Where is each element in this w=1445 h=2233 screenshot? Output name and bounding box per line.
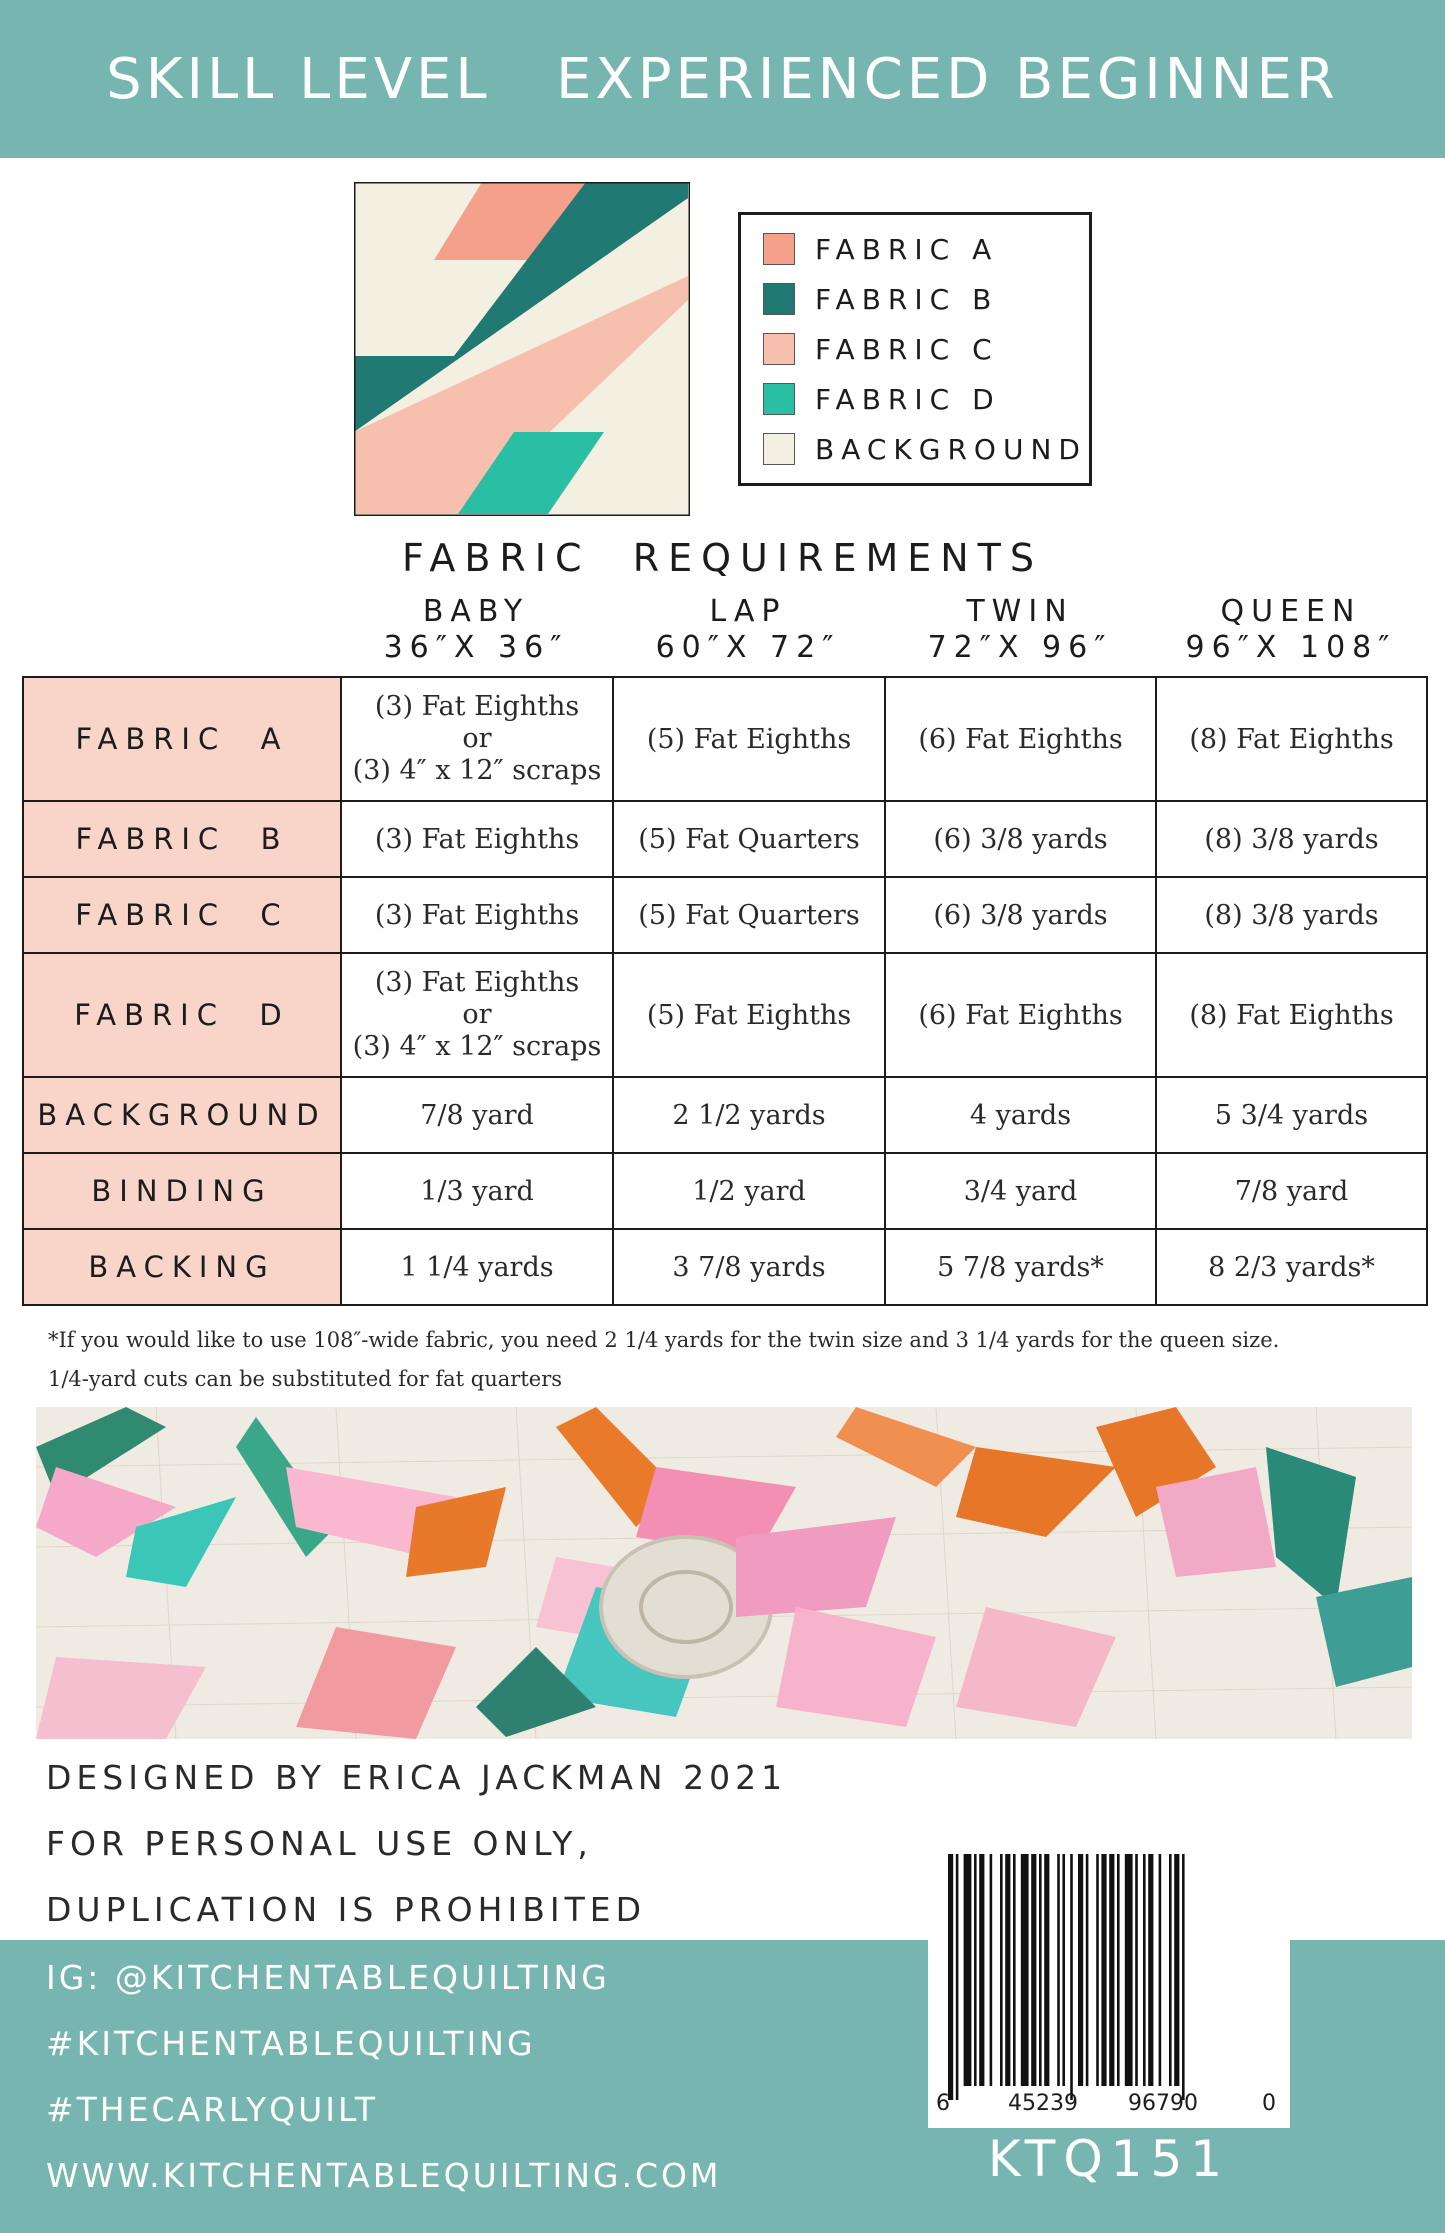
- table-cell: 1/2 yard: [613, 1153, 885, 1229]
- table-cell: (8) 3/8 yards: [1156, 801, 1427, 877]
- legend-label: FABRIC B: [815, 282, 999, 316]
- barcode-bar: [1169, 1854, 1172, 2086]
- legend-item-fabric-b: [763, 281, 998, 317]
- barcode-bar: [1044, 1854, 1049, 2086]
- size-header-baby: [340, 594, 612, 666]
- table-cell: [341, 677, 613, 801]
- barcode-bar: [1031, 1854, 1036, 2086]
- cell-line: (3) 4″ x 12″ scraps: [352, 1031, 602, 1062]
- barcode-bar: [948, 1854, 953, 2100]
- barcode-digits-right: 96790: [1128, 2091, 1198, 2116]
- size-dims: 36″X 36″: [383, 630, 569, 665]
- barcode-bar: [1159, 1854, 1162, 2086]
- table-cell: 1/3 yard: [341, 1153, 613, 1229]
- barcode-bar: [1174, 1854, 1179, 2086]
- table-cell: (5) Fat Eighths: [613, 953, 885, 1077]
- legend-label: FABRIC C: [815, 332, 999, 366]
- table-cell: 4 yards: [885, 1077, 1156, 1153]
- table-cell: 8 2/3 yards*: [1156, 1229, 1427, 1305]
- fabric-legend: [738, 212, 1092, 486]
- barcode-bar: [1101, 1854, 1106, 2086]
- barcode-bar: [1143, 1854, 1146, 2086]
- barcode-bar: [1070, 1854, 1073, 2100]
- size-dims: 96″X 108″: [1185, 630, 1397, 665]
- table-cell: [341, 953, 613, 1077]
- quilt-photo: [36, 1407, 1412, 1739]
- cell-line: (3) Fat Eighths: [374, 967, 580, 998]
- row-label: BACKING: [23, 1229, 341, 1305]
- size-dims: 60″X 72″: [655, 630, 841, 665]
- size-name: BABY: [422, 594, 530, 629]
- barcode-bar: [1086, 1854, 1089, 2086]
- legend-label: FABRIC D: [815, 382, 1001, 416]
- size-header-lap: [612, 594, 884, 666]
- barcode-bar: [1096, 1854, 1099, 2086]
- barcode-bar: [1000, 1854, 1003, 2086]
- barcode-bar: [990, 1854, 993, 2086]
- table-cell: (8) 3/8 yards: [1156, 877, 1427, 953]
- fabric-b-swatch: [763, 283, 795, 315]
- barcode-digits-left: 45239: [1008, 2091, 1078, 2116]
- table-row: [23, 677, 1427, 801]
- row-label: FABRIC D: [23, 953, 341, 1077]
- table-cell: 3 7/8 yards: [613, 1229, 885, 1305]
- table-cell: 2 1/2 yards: [613, 1077, 885, 1153]
- skill-level-title: SKILL LEVEL EXPERIENCED BEGINNER: [106, 46, 1339, 112]
- fabric-requirements-title: FABRIC REQUIREMENTS: [401, 536, 1044, 580]
- table-cell: (6) 3/8 yards: [885, 801, 1156, 877]
- background-swatch: [763, 433, 795, 465]
- table-cell: (5) Fat Quarters: [613, 877, 885, 953]
- table-cell: (6) Fat Eighths: [885, 953, 1156, 1077]
- hashtag-thecarlyquilt[interactable]: #THECARLYQUILT: [46, 2090, 379, 2129]
- barcode-bar: [956, 1854, 959, 2100]
- barcode-bar: [1125, 1854, 1133, 2086]
- barcode-bar: [1013, 1854, 1016, 2086]
- table-row: [23, 877, 1427, 953]
- barcode-bar: [1117, 1854, 1120, 2086]
- barcode-bar: [1057, 1854, 1060, 2086]
- table-cell: (3) Fat Eighths: [341, 877, 613, 953]
- row-label: FABRIC A: [23, 677, 341, 801]
- table-cell: (5) Fat Quarters: [613, 801, 885, 877]
- footnote-quarter-yard: 1/4-yard cuts can be substituted for fat quarters: [48, 1367, 563, 1391]
- size-header-twin: [884, 594, 1156, 666]
- barcode-bar: [974, 1854, 977, 2086]
- barcode-bar: [1109, 1854, 1114, 2086]
- fabric-d-swatch: [763, 383, 795, 415]
- barcode-digit-last: 0: [1262, 2091, 1276, 2116]
- table-cell: 1 1/4 yards: [341, 1229, 613, 1305]
- table-row: [23, 801, 1427, 877]
- table-row: [23, 1077, 1427, 1153]
- footnote-108-wide: *If you would like to use 108″-wide fabric, you need 2 1/4 yards for the twin size and 3 1/4 yards for the queen size.: [48, 1328, 1280, 1352]
- legend-label: BACKGROUND: [815, 432, 1087, 466]
- table-cell: (6) Fat Eighths: [885, 677, 1156, 801]
- size-name: QUEEN: [1220, 594, 1362, 629]
- table-row: [23, 1229, 1427, 1305]
- table-cell: (5) Fat Eighths: [613, 677, 885, 801]
- barcode-bar: [1062, 1854, 1065, 2086]
- table-cell: 7/8 yard: [1156, 1153, 1427, 1229]
- barcode-bar: [1182, 1854, 1185, 2100]
- barcode-bar: [1021, 1854, 1029, 2086]
- row-label: BACKGROUND: [23, 1077, 341, 1153]
- legend-item-fabric-c: [763, 331, 999, 367]
- duplication-note: DUPLICATION IS PROHIBITED: [46, 1890, 646, 1929]
- instagram-handle[interactable]: IG: @KITCHENTABLEQUILTING: [46, 1958, 610, 1997]
- product-sku: KTQ151: [987, 2130, 1231, 2188]
- cell-line: or: [462, 999, 492, 1030]
- legend-item-fabric-a: [763, 231, 998, 267]
- table-cell: (6) 3/8 yards: [885, 877, 1156, 953]
- website-link[interactable]: WWW.KITCHENTABLEQUILTING.COM: [46, 2156, 722, 2195]
- legend-label: FABRIC A: [815, 232, 999, 266]
- barcode-bar: [1039, 1854, 1042, 2086]
- personal-use-note: FOR PERSONAL USE ONLY,: [46, 1824, 593, 1863]
- cell-line: (3) Fat Eighths: [374, 691, 580, 722]
- barcode-bar: [1135, 1854, 1138, 2086]
- quilt-block-diagram: [354, 182, 690, 516]
- table-cell: (8) Fat Eighths: [1156, 953, 1427, 1077]
- barcode-bar: [1005, 1854, 1010, 2086]
- row-label: FABRIC C: [23, 877, 341, 953]
- legend-item-fabric-d: [763, 381, 1001, 417]
- cell-line: (3) 4″ x 12″ scraps: [352, 755, 602, 786]
- table-row: [23, 953, 1427, 1077]
- table-cell: 7/8 yard: [341, 1077, 613, 1153]
- cell-line: or: [462, 723, 492, 754]
- table-cell: 5 3/4 yards: [1156, 1077, 1427, 1153]
- size-name: TWIN: [966, 594, 1074, 629]
- table-cell: 5 7/8 yards*: [885, 1229, 1156, 1305]
- row-label: BINDING: [23, 1153, 341, 1229]
- barcode-bar: [1078, 1854, 1083, 2086]
- table-row: [23, 1153, 1427, 1229]
- designer-credit: DESIGNED BY ERICA JACKMAN 2021: [46, 1758, 788, 1797]
- barcode: [928, 1840, 1290, 2128]
- barcode-digit-first: 6: [936, 2091, 950, 2116]
- barcode-bar: [1148, 1854, 1153, 2086]
- row-label: FABRIC B: [23, 801, 341, 877]
- barcode-bars: [928, 1840, 1290, 2128]
- size-name: LAP: [709, 594, 787, 629]
- fabric-c-swatch: [763, 333, 795, 365]
- barcode-bar: [979, 1854, 984, 2086]
- table-cell: 3/4 yard: [885, 1153, 1156, 1229]
- barcode-bar: [964, 1854, 972, 2086]
- size-dims: 72″X 96″: [927, 630, 1113, 665]
- size-header-queen: [1155, 594, 1427, 666]
- table-cell: (3) Fat Eighths: [341, 801, 613, 877]
- fabric-requirements-table: [22, 676, 1428, 1306]
- hashtag-kitchentablequilting[interactable]: #KITCHENTABLEQUILTING: [46, 2024, 536, 2063]
- fabric-a-swatch: [763, 233, 795, 265]
- legend-item-background: [763, 431, 1087, 467]
- table-cell: (8) Fat Eighths: [1156, 677, 1427, 801]
